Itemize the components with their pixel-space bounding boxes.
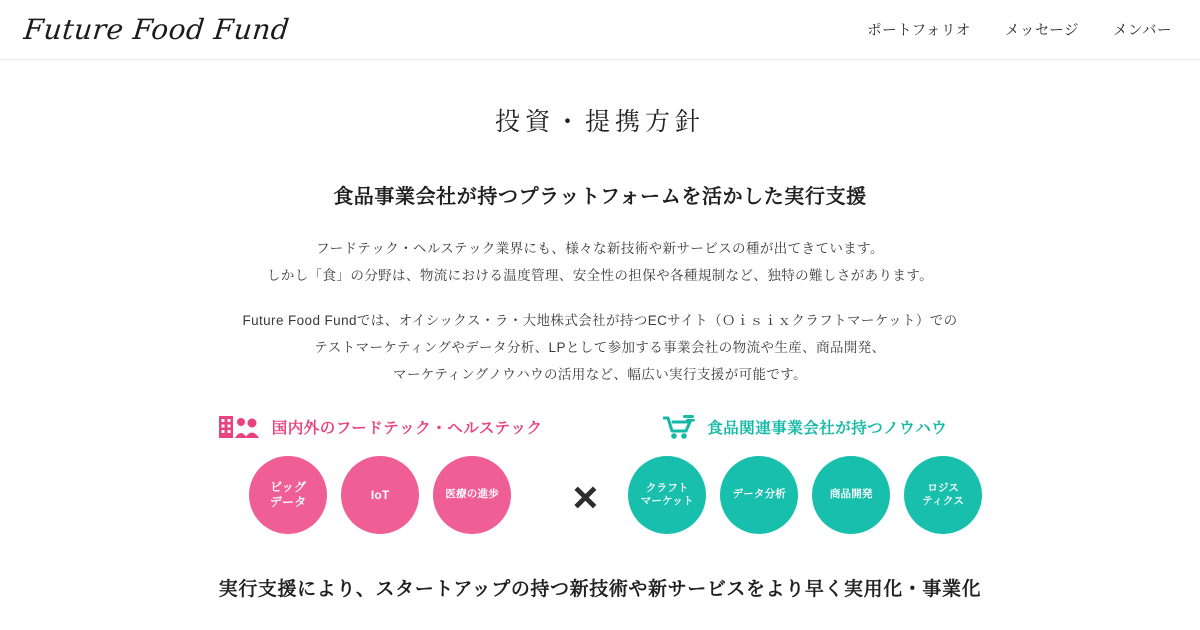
main-content bbox=[0, 60, 1200, 601]
concept-diagram bbox=[40, 414, 1160, 534]
paragraph-1-line-1: フードテック・ヘルステック業界にも、様々な新技術や新サービスの種が出てきています。 bbox=[316, 241, 884, 256]
multiply-operator: × bbox=[572, 473, 599, 522]
building-people-icon bbox=[218, 414, 262, 440]
diagram-left-heading-row bbox=[218, 414, 543, 440]
page-title: 投資・提携方針 bbox=[494, 107, 705, 136]
paragraph-2-line-1: Future Food Fundでは、オイシックス・ラ・大地株式会社が持つECサイト（Ｏｉｓｉｘクラフトマーケット）での bbox=[242, 313, 958, 328]
paragraph-2-line-2: テストマーケティングやデータ分析、LPとして参加する事業会社の物流や生産、商品開発、 bbox=[314, 340, 886, 355]
nav-item-portfolio[interactable]: ポートフォリオ bbox=[867, 23, 971, 39]
diagram-right-column bbox=[628, 414, 982, 534]
diagram-left-bubbles bbox=[249, 456, 511, 534]
nav-item-message[interactable]: メッセージ bbox=[1004, 23, 1079, 39]
bubble-big-data bbox=[249, 456, 327, 534]
bubble-logistics bbox=[904, 456, 982, 534]
bubble-logistics-line2: ティクス bbox=[922, 495, 965, 507]
diagram-left-label: 国内外のフードテック・ヘルステック bbox=[271, 420, 543, 437]
bubble-craft-market-line1: クラフト bbox=[645, 481, 689, 494]
bubble-product-development bbox=[812, 456, 890, 534]
diagram-right-label: 食品関連事業会社が持つノウハウ bbox=[707, 420, 948, 437]
bubble-big-data-line1: ビッグ bbox=[270, 480, 307, 494]
paragraph-2 bbox=[40, 307, 1160, 388]
site-header bbox=[0, 0, 1200, 60]
bubble-logistics-line1: ロジス bbox=[927, 481, 960, 494]
diagram-right-bubbles bbox=[628, 456, 982, 534]
bubble-iot-label: IoT bbox=[370, 487, 390, 502]
bubble-data-analysis-label: データ分析 bbox=[732, 488, 786, 501]
bubble-big-data-line2: データ bbox=[269, 495, 307, 509]
bubble-craft-market bbox=[628, 456, 706, 534]
lead-heading: 食品事業会社が持つプラットフォームを活かした実行支援 bbox=[333, 186, 867, 208]
bubble-iot bbox=[341, 456, 419, 534]
shopping-cart-icon bbox=[663, 414, 697, 440]
diagram-right-heading-row bbox=[663, 414, 947, 440]
bubble-medical-progress bbox=[433, 456, 511, 534]
bubble-product-development-label: 商品開発 bbox=[829, 488, 873, 501]
site-logo[interactable]: Future Food Fund bbox=[22, 13, 292, 46]
nav-item-member[interactable]: メンバー bbox=[1113, 23, 1172, 39]
bubble-data-analysis bbox=[720, 456, 798, 534]
paragraph-1-line-2: しかし「食」の分野は、物流における温度管理、安全性の担保や各種規制など、独特の難しさがあります。 bbox=[266, 268, 934, 283]
paragraph-1 bbox=[40, 235, 1160, 289]
main-navigation bbox=[867, 19, 1172, 40]
bubble-medical-progress-label: 医療の進歩 bbox=[445, 488, 499, 501]
paragraph-2-line-3: マーケティングノウハウの活用など、幅広い実行支援が可能です。 bbox=[392, 367, 808, 382]
diagram-left-column bbox=[218, 414, 543, 534]
bubble-craft-market-line2: マーケット bbox=[640, 495, 694, 507]
bottom-statement: 実行支援により、スタートアップの持つ新技術や新サービスをより早く実用化・事業化 bbox=[218, 579, 982, 600]
